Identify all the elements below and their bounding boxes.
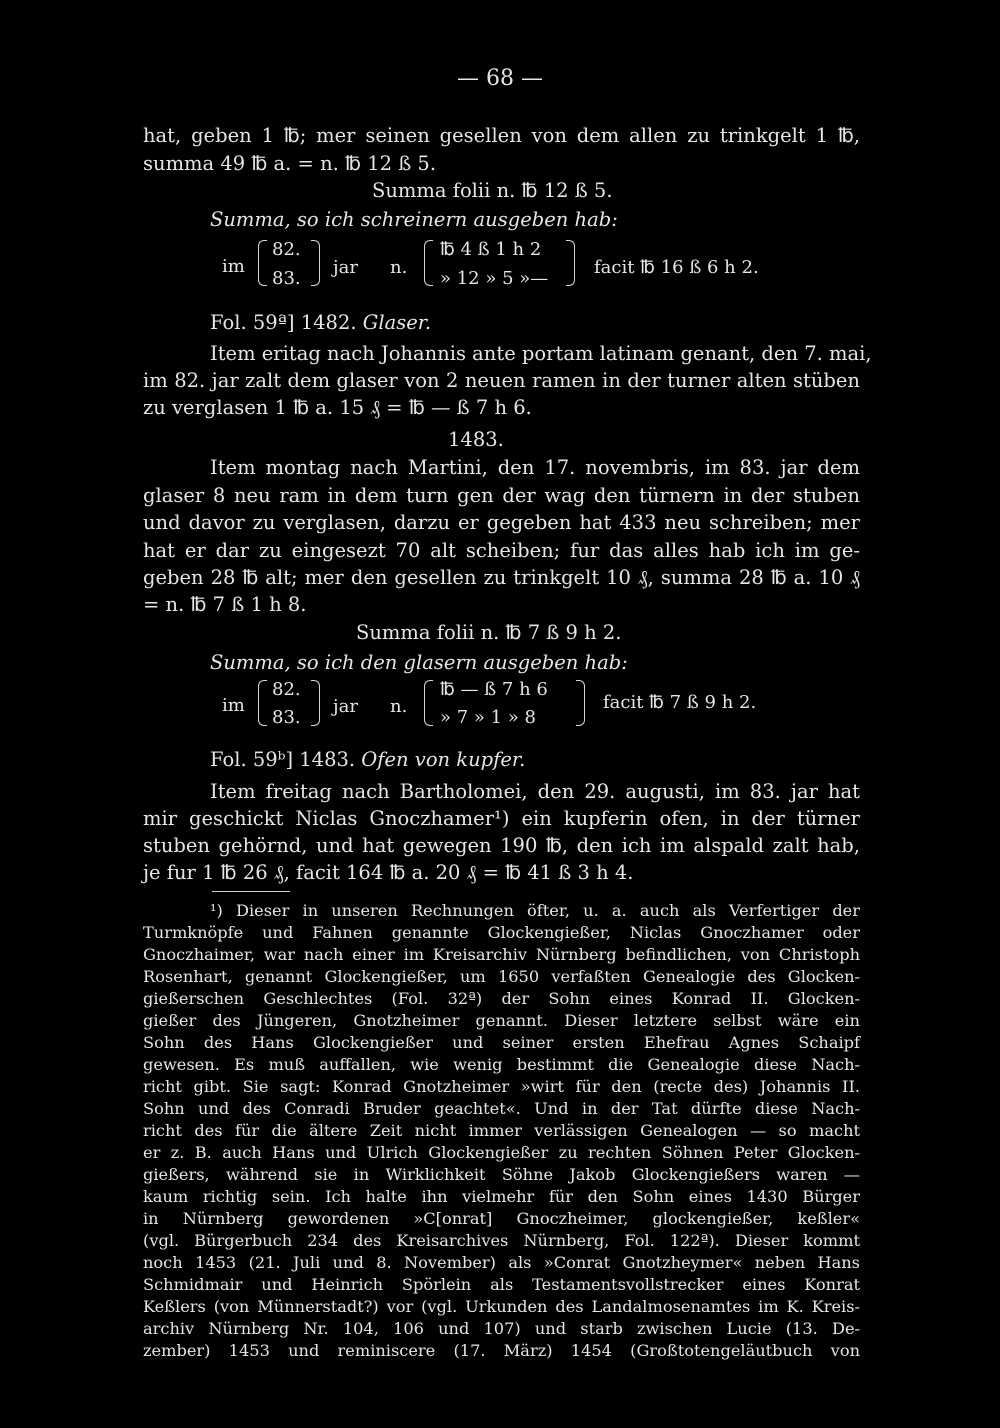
table-year: 83. (272, 707, 301, 728)
text-line: hat, geben 1 ℔; mer seinen gesellen von dem allen zu trinkgelt 1 ℔, (143, 124, 860, 147)
year-heading: 1483. (448, 428, 504, 451)
footnote-line: gießer des Jüngeren, Gnotzheimer genannt. Dieser letztere selbst wäre ein (143, 1011, 860, 1030)
table-year: 82. (272, 679, 301, 700)
footnote-line: Schmidmair und Heinrich Spörlein als Testamentsvollstrecker eines Konrat (143, 1275, 860, 1294)
right-brace (311, 240, 320, 286)
text-line: mir geschickt Niclas Gnoczhamer¹) ein kupferin ofen, in der türner (143, 807, 860, 830)
section-heading: Summa, so ich den glasern ausgeben hab: (210, 651, 628, 674)
footnote-line: gewesen. Es muß auffallen, wie wenig bestimmt die Genealogie diese Nach- (143, 1055, 860, 1074)
table-year: 83. (272, 268, 301, 289)
page-number: — 68 — (457, 66, 543, 91)
left-brace (258, 240, 267, 286)
footnote-line: archiv Nürnberg Nr. 104, 106 und 107) und starb zwischen Lucie (13. De- (143, 1319, 860, 1338)
text-line: geben 28 ℔ alt; mer den gesellen zu trinkgelt 10 ₰, summa 28 ℔ a. 10 ₰ (143, 566, 860, 589)
section-heading: Summa, so ich schreinern ausgeben hab: (210, 208, 618, 231)
text-line: und davor zu verglasen, darzu er gegeben hat 433 neu schreiben; mer (143, 511, 860, 534)
text-line: Item eritag nach Johannis ante portam latinam genant, den 7. mai, (210, 342, 872, 365)
summa-folii: Summa folii n. ℔ 12 ß 5. (372, 179, 613, 202)
table-jar: jar (333, 696, 358, 717)
table-value: ℔ 4 ß 1 h 2 (440, 239, 542, 260)
footnote-line: Keßlers (von Münnerstadt?) vor (vgl. Urkunden des Landalmosenamtes im K. Kreis- (143, 1297, 860, 1316)
footnote-line: ¹) Dieser in unseren Rechnungen öfter, u. a. auch als Verfertiger der (210, 901, 860, 920)
text-line: im 82. jar zalt dem glaser von 2 neuen ramen in der turner alten stüben (143, 369, 860, 392)
text-line: summa 49 ℔ a. = n. ℔ 12 ß 5. (143, 152, 437, 175)
footnote-line: gießers, während sie in Wirklichkeit Söhne Jakob Glockengießers waren — (143, 1165, 860, 1184)
footnote-line: Gnoczhaimer, war nach einer im Kreisarchiv Nürnberg befindlichen, von Christoph (143, 945, 860, 964)
footnote-divider (212, 891, 290, 892)
text-line: stuben gehörnd, und hat gewegen 190 ℔, den ich im alspald zalt hab, (143, 834, 860, 857)
left-brace (258, 680, 267, 726)
folio-heading (210, 310, 431, 336)
folio-heading (210, 747, 525, 773)
table-im: im (222, 256, 245, 277)
footnote-line: richt des für die ältere Zeit nicht immer verlässigen Genealogen — so macht (143, 1121, 860, 1140)
summa-folii: Summa folii n. ℔ 7 ß 9 h 2. (356, 621, 622, 644)
folio-title: Ofen von kupfer. (361, 748, 526, 771)
table-facit: facit ℔ 16 ß 6 h 2. (594, 257, 759, 278)
table-im: im (222, 695, 245, 716)
text-line: Item freitag nach Bartholomei, den 29. augusti, im 83. jar hat (210, 780, 860, 803)
left-brace (424, 240, 433, 286)
footnote-line: kaum richtig sein. Ich halte ihn vielmehr für den Sohn eines 1430 Bürger (143, 1187, 860, 1206)
folio-title: Glaser. (362, 311, 432, 334)
table-jar: jar (333, 257, 358, 278)
table-n: n. (390, 257, 408, 278)
footnote-line: Sohn des Hans Glockengießer und seiner ersten Ehefrau Agnes Schaipf (143, 1033, 860, 1052)
footnote-line: gießerschen Geschlechtes (Fol. 32ª) der Sohn eines Konrad II. Glocken- (143, 989, 860, 1008)
table-value: ℔ — ß 7 h 6 (440, 679, 548, 700)
footnote-line: er z. B. auch Hans und Ulrich Glockengießer zu rechten Söhnen Peter Glocken- (143, 1143, 860, 1162)
footnote-line: Sohn und des Conradi Bruder geachtet«. Und in der Tat dürfte diese Nach- (143, 1099, 860, 1118)
left-brace (424, 680, 433, 726)
text-line: glaser 8 neu ram in dem turn gen der wag den türnern in der stuben (143, 484, 860, 507)
footnote-line: noch 1453 (21. Juli und 8. November) als »Conrat Gnotzheymer« neben Hans (143, 1253, 860, 1272)
right-brace (566, 240, 575, 286)
footnote-line: zember) 1453 und reminiscere (17. März) 1454 (Großtotengeläutbuch von (143, 1341, 860, 1360)
folio-ref: Fol. 59ª] 1482. (210, 311, 357, 334)
text-line: hat er dar zu eingesezt 70 alt scheiben; fur das alles hab ich im ge- (143, 539, 860, 562)
text-line: Item montag nach Martini, den 17. novembris, im 83. jar dem (210, 456, 860, 479)
right-brace (311, 680, 320, 726)
footnote-line: richt gibt. Sie sagt: Konrad Gnotzheimer »wirt für den (recte des) Johannis II. (143, 1077, 860, 1096)
footnote-line: Turmknöpfe und Fahnen genannte Glockengießer, Niclas Gnoczhamer oder (143, 923, 860, 942)
table-value: » 12 » 5 »— (440, 268, 549, 289)
table-n: n. (390, 696, 408, 717)
right-brace (576, 680, 585, 726)
text-line: zu verglasen 1 ℔ a. 15 ₰ = ℔ — ß 7 h 6. (143, 396, 532, 419)
table-year: 82. (272, 239, 301, 260)
folio-ref: Fol. 59ᵇ] 1483. (210, 748, 356, 771)
footnote-line: in Nürnberg gewordenen »C[onrat] Gnoczheimer, glockengießer, keßler« (143, 1209, 860, 1228)
footnote-line: Rosenhart, genannt Glockengießer, um 1650 verfaßten Genealogie des Glocken- (143, 967, 860, 986)
table-facit: facit ℔ 7 ß 9 h 2. (603, 692, 757, 713)
text-line: = n. ℔ 7 ß 1 h 8. (143, 593, 307, 616)
text-line: je fur 1 ℔ 26 ₰, facit 164 ℔ a. 20 ₰ = ℔ 41 ß 3 h 4. (143, 861, 634, 884)
footnote-line: (vgl. Bürgerbuch 234 des Kreisarchives Nürnberg, Fol. 122ª). Dieser kommt (143, 1231, 860, 1250)
table-value: » 7 » 1 » 8 (440, 707, 537, 728)
